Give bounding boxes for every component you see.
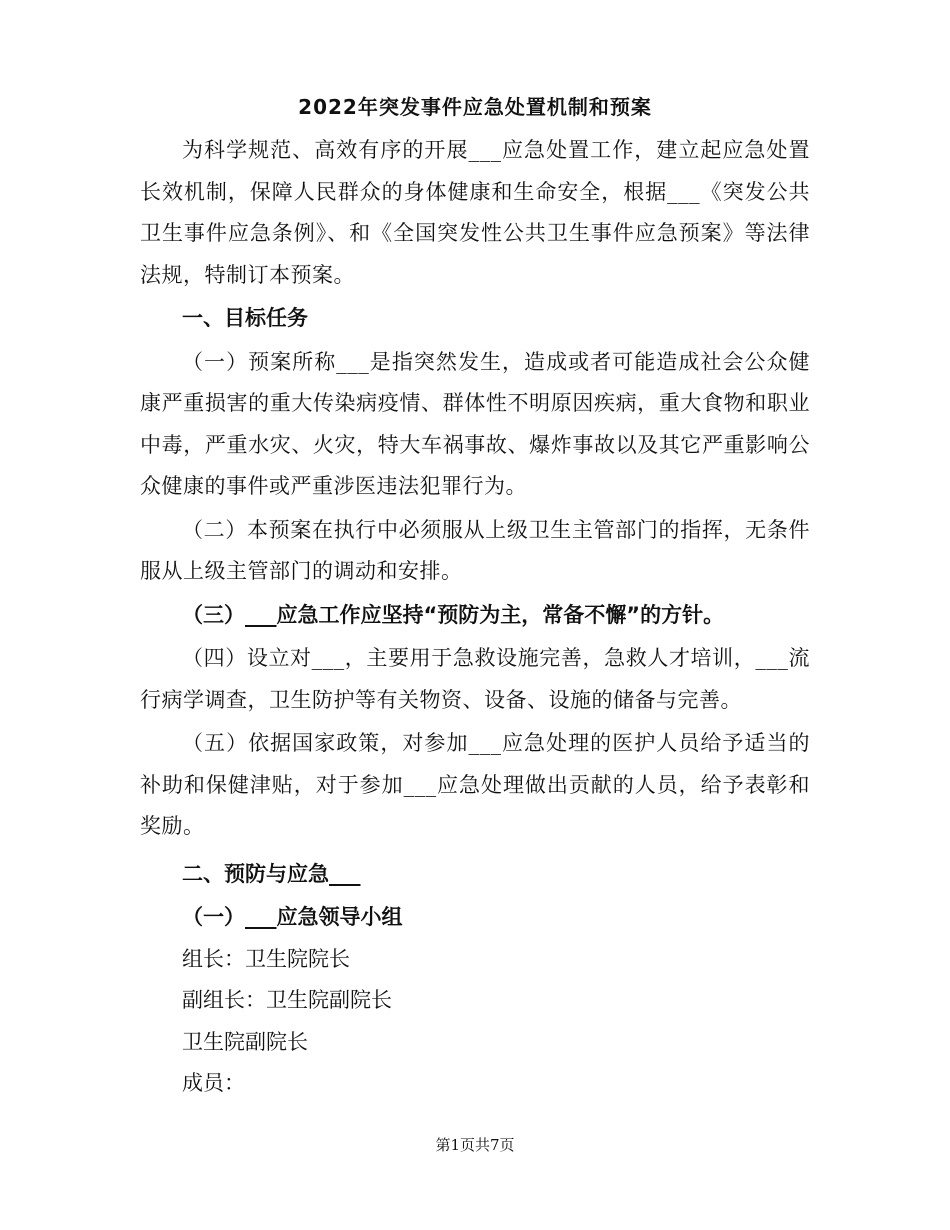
vice-leader-line-2: 卫生院副院长 [182,1029,308,1054]
members-line: 成员： [182,1071,245,1095]
section-heading-prevention: 二、预防与应急___ [182,861,361,886]
document-title: 2022年突发事件应急处置机制和预案 [298,95,652,119]
paragraph-item-2: （二）本预案在执行中必须服从上级卫生主管部门的指挥，无条件服从上级主管部门的调动和安排。 [140,517,810,583]
vice-leader-line: 副组长：卫生院副院长 [182,988,392,1012]
page-footer: 第1页共7页 [435,1136,515,1154]
intro-paragraph: 为科学规范、高效有序的开展___应急处置工作，建立起应急处置长效机制，保障人民群众的身体健康和生命安全，根据___《突发公共卫生事件应急条例》、和《全国突发性公共卫生事件应急预案》等法律法规，特制订本预案。 [140,138,810,287]
paragraph-item-4: （四）设立对___，主要用于急救设施完善，急救人才培训，___流行病学调查，卫生防护等有关物资、设备、设施的储备与完善。 [140,646,810,712]
paragraph-item-1: （一）预案所称___是指突然发生，造成或者可能造成社会公众健康严重损害的重大传染病疫情、群体性不明原因疾病，重大食物和职业中毒，严重水灾、火灾，特大车祸事故、爆炸事故以及其它严重影响公众健康的事件或严重涉医违法犯罪行为。 [140,349,810,498]
section-heading-goals: 一、目标任务 [182,306,308,330]
subsection-heading-leadership: （一）___应急领导小组 [182,905,403,929]
leader-line: 组长：卫生院院长 [182,946,350,971]
paragraph-item-3: （三）___应急工作应坚持“预防为主，常备不懈”的方针。 [182,602,725,627]
document-body [140,130,810,1105]
paragraph-item-5: （五）依据国家政策，对参加___应急处理的医护人员给予适当的补助和保健津贴，对于参加___应急处理做出贡献的人员，给予表彰和奖励。 [140,731,810,838]
